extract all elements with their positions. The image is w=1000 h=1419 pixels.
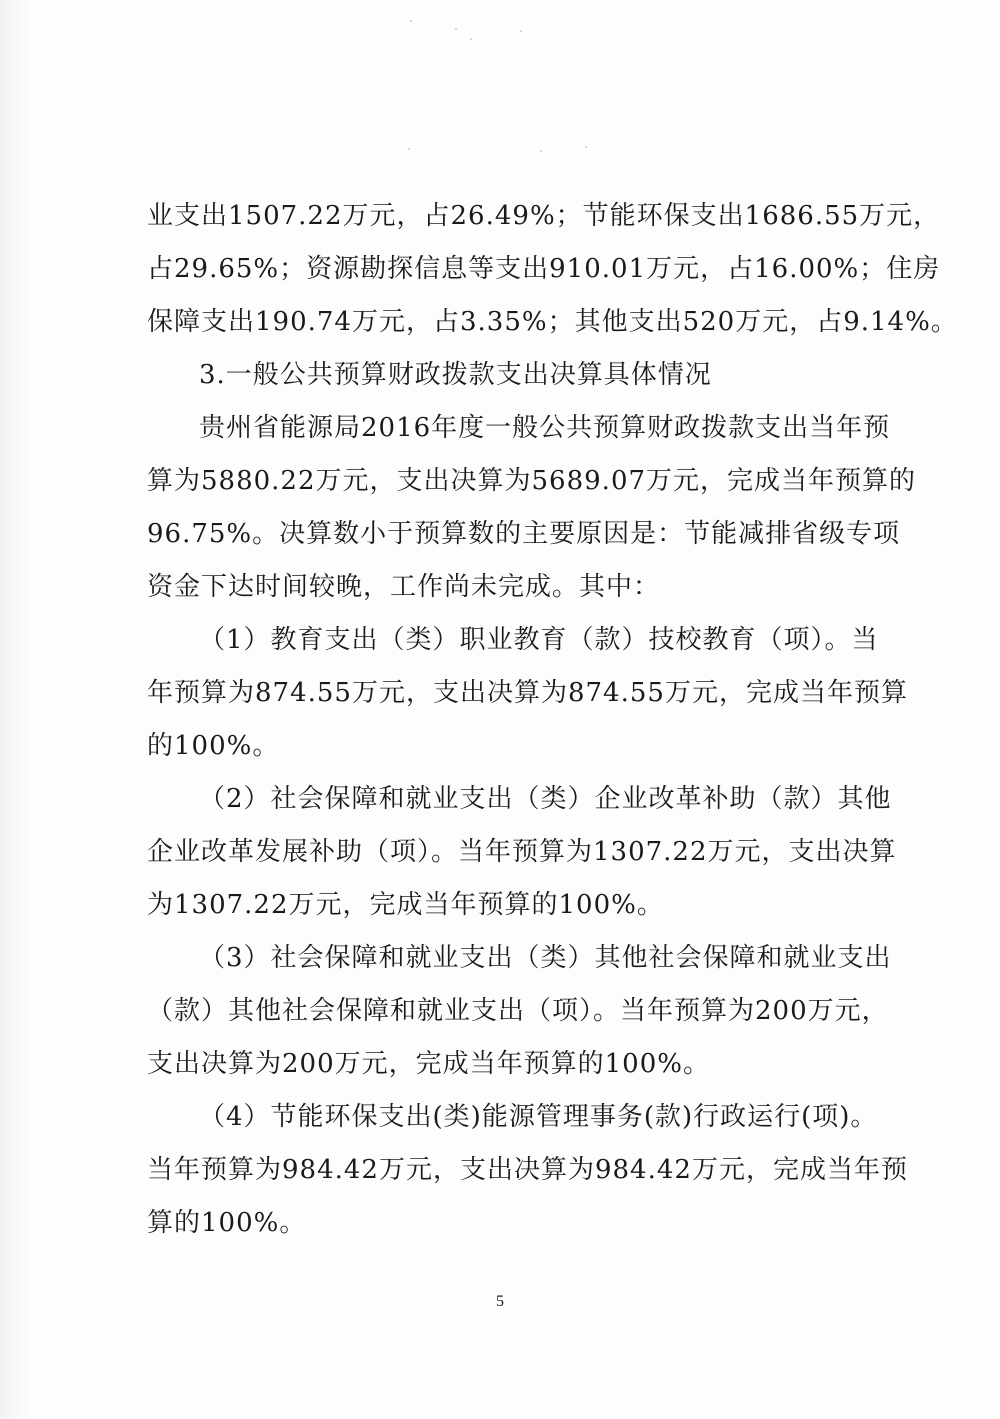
text-line: 当年预算为984.42万元，支出决算为984.42万元，完成当年预 bbox=[147, 1155, 908, 1185]
text-line: 的100%。 bbox=[147, 731, 280, 761]
text-line: 支出决算为200万元，完成当年预算的100%。 bbox=[147, 1049, 710, 1079]
text-line: 年预算为874.55万元，支出决算为874.55万元，完成当年预算 bbox=[147, 678, 908, 708]
scan-speckle bbox=[540, 150, 542, 152]
scan-shadow bbox=[0, 0, 30, 1419]
text-line: （2）社会保障和就业支出（类）企业改革补助（款）其他 bbox=[199, 784, 892, 814]
scan-speckle bbox=[585, 146, 587, 148]
text-line: 算为5880.22万元，支出决算为5689.07万元，完成当年预算的 bbox=[147, 466, 917, 496]
scan-speckle bbox=[455, 28, 457, 30]
text-line: （4）节能环保支出(类)能源管理事务(款)行政运行(项)。 bbox=[199, 1102, 878, 1132]
text-line: （1）教育支出（类）职业教育（款）技校教育（项）。当 bbox=[199, 625, 879, 655]
scan-speckle bbox=[520, 30, 522, 32]
scan-speckle bbox=[408, 148, 410, 150]
scan-speckle bbox=[470, 38, 472, 40]
text-line: 贵州省能源局2016年度一般公共预算财政拨款支出当年预 bbox=[199, 413, 891, 443]
text-line: 资金下达时间较晚，工作尚未完成。其中： bbox=[147, 572, 661, 602]
text-line: 为1307.22万元，完成当年预算的100%。 bbox=[147, 890, 664, 920]
page-number: 5 bbox=[496, 1293, 504, 1310]
text-line: （3）社会保障和就业支出（类）其他社会保障和就业支出 bbox=[199, 943, 892, 973]
scan-speckle bbox=[410, 20, 412, 22]
text-line: 保障支出190.74万元，占3.35%；其他支出520万元，占9.14%。 bbox=[147, 307, 958, 337]
text-line: 96.75%。决算数小于预算数的主要原因是：节能减排省级专项 bbox=[147, 519, 901, 549]
body-text bbox=[147, 190, 958, 1250]
text-line: 业支出1507.22万元，占26.49%；节能环保支出1686.55万元， bbox=[147, 201, 941, 231]
section-heading: 3.一般公共预算财政拨款支出决算具体情况 bbox=[199, 360, 712, 390]
text-line: 企业改革发展补助（项）。当年预算为1307.22万元，支出决算 bbox=[147, 837, 897, 867]
text-line: （款）其他社会保障和就业支出（项）。当年预算为200万元， bbox=[147, 996, 889, 1026]
text-line: 占29.65%；资源勘探信息等支出910.01万元，占16.00%；住房 bbox=[147, 254, 941, 284]
text-line: 算的100%。 bbox=[147, 1208, 307, 1238]
